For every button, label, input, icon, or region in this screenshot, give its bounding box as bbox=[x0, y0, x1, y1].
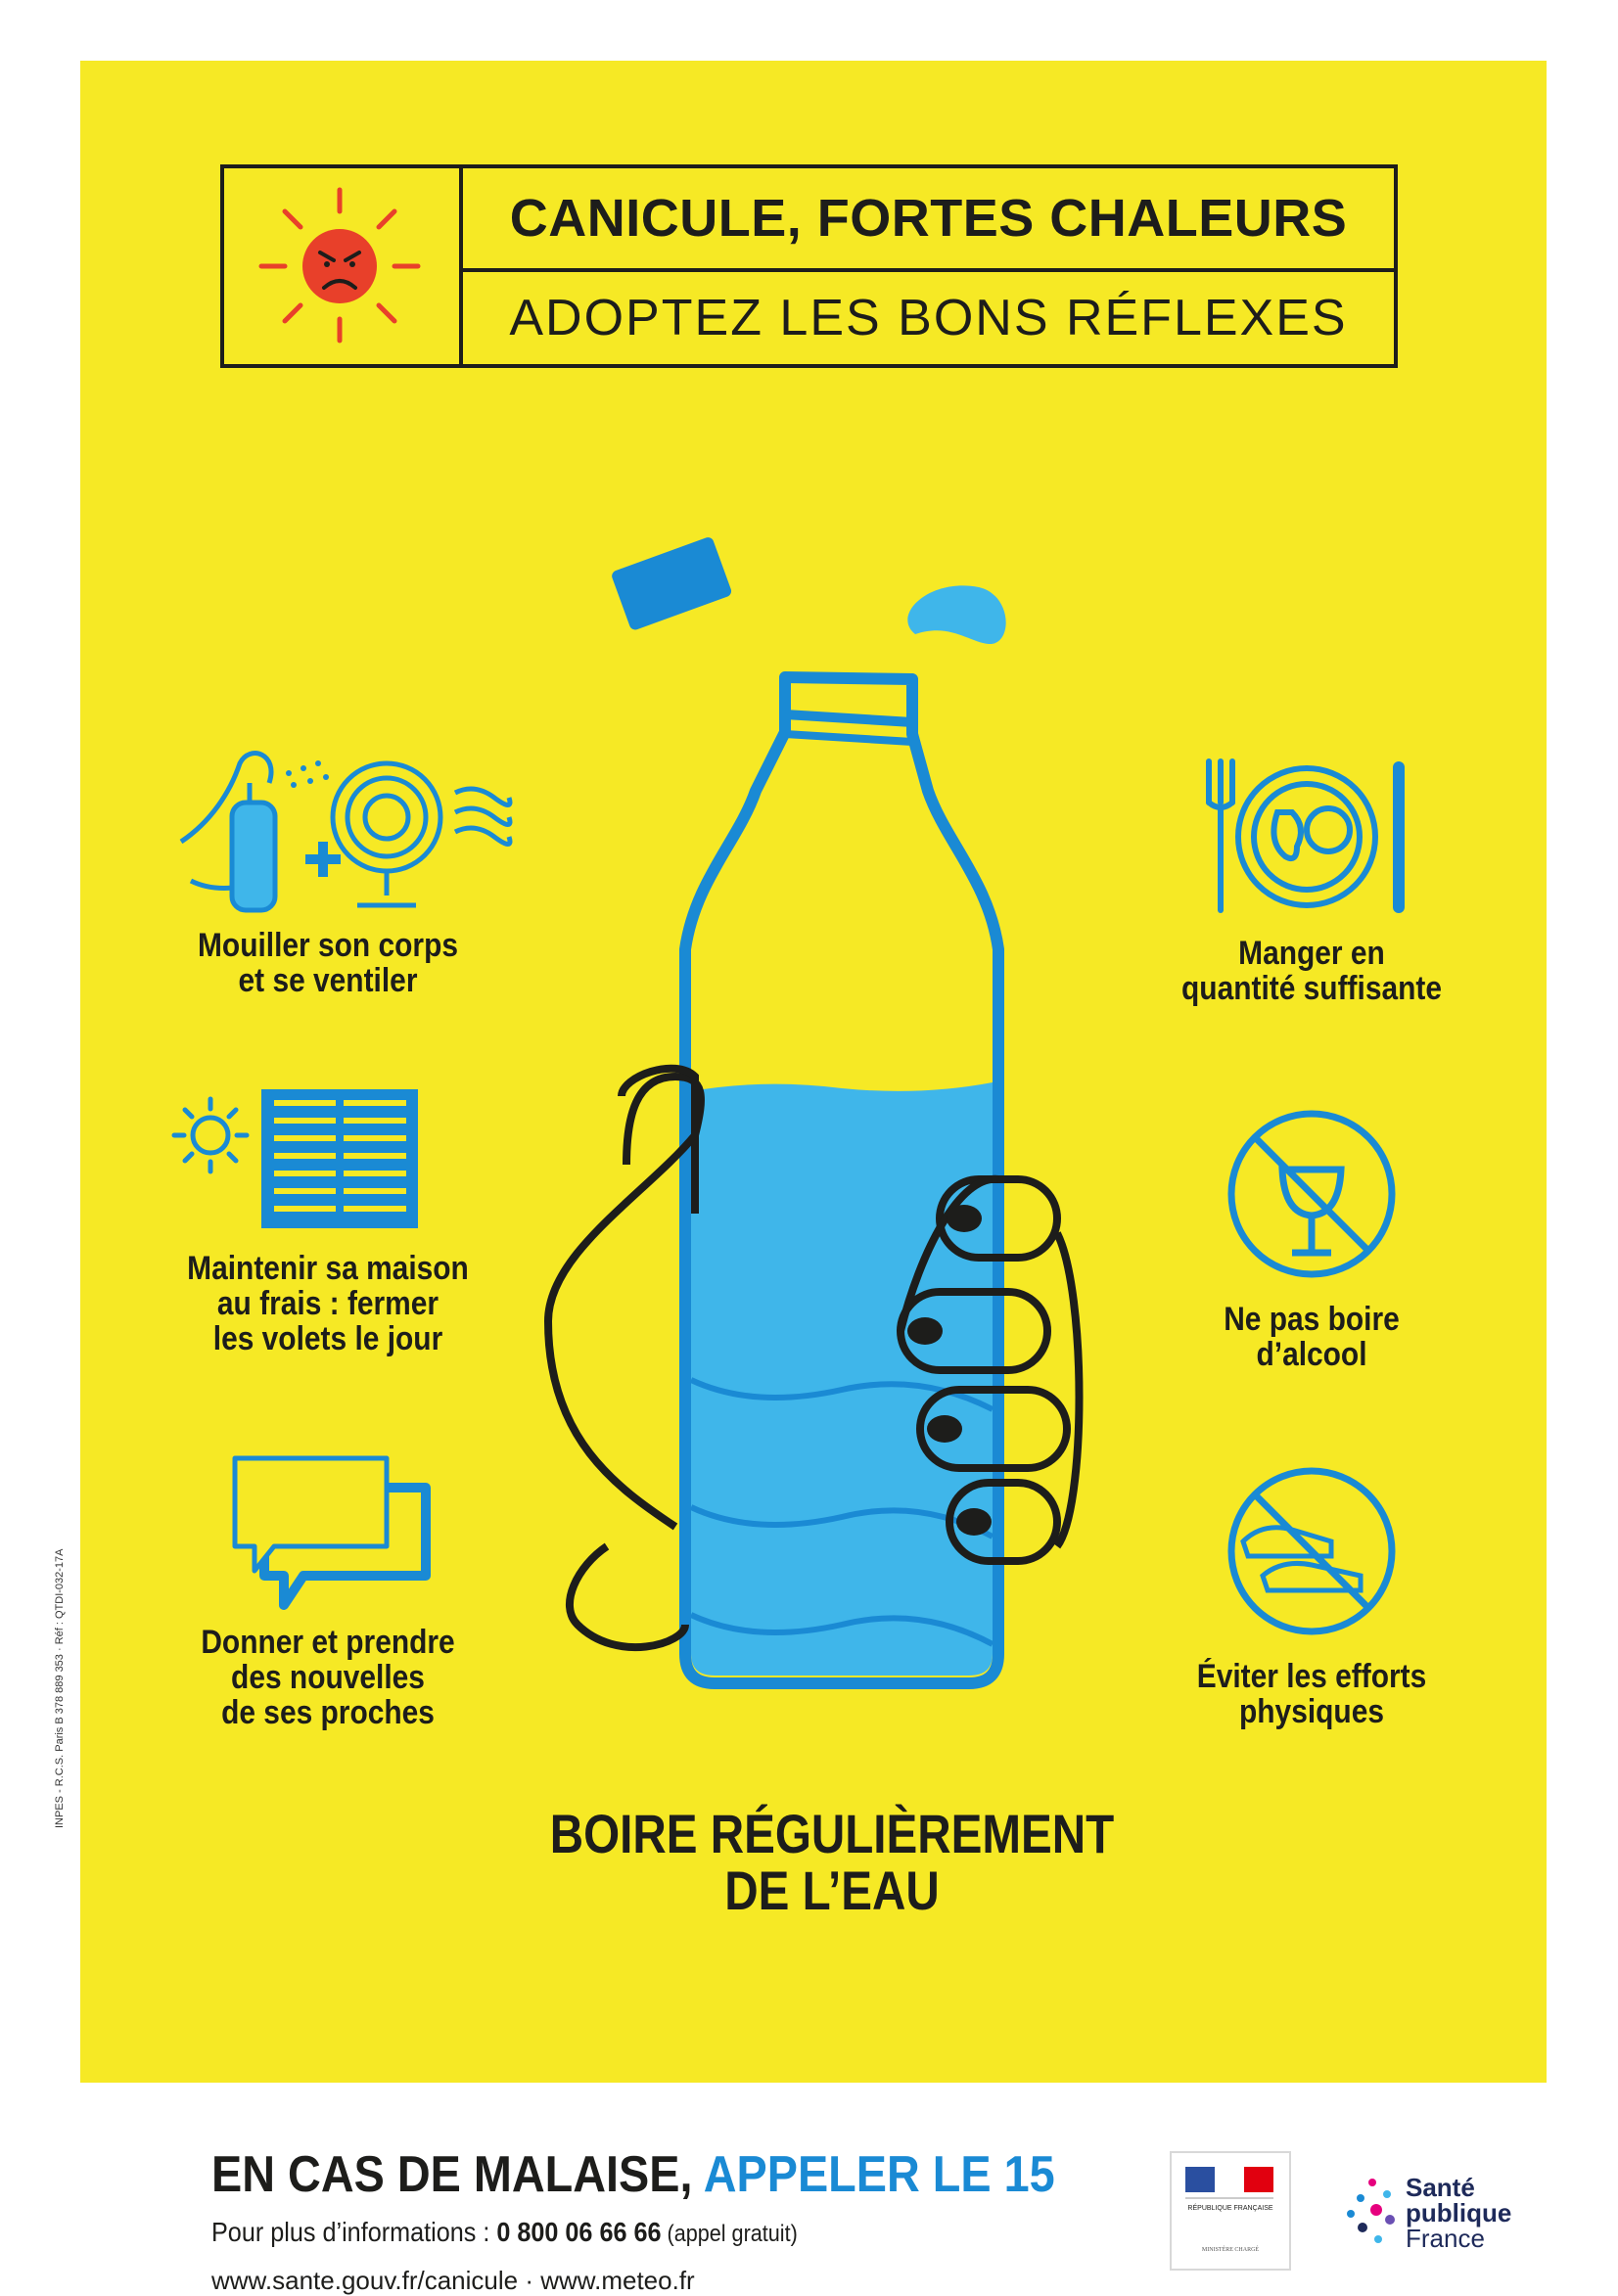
alert-call-15: APPELER LE 15 bbox=[703, 2146, 1055, 2203]
plate-and-cutlery-icon bbox=[1199, 754, 1414, 920]
title-box bbox=[220, 164, 1398, 368]
bottle-cap-icon bbox=[610, 535, 732, 631]
caption-no-alcohol bbox=[1157, 1302, 1467, 1372]
caption-line: Maintenir sa maison bbox=[187, 1250, 469, 1287]
caption-wet-body bbox=[168, 928, 487, 998]
info-label: Pour plus d’informations : bbox=[211, 2217, 497, 2247]
sp-line: France bbox=[1406, 2224, 1485, 2253]
poster-subtitle: ADOPTEZ LES BONS RÉFLEXES bbox=[509, 290, 1348, 346]
sante-publique-text bbox=[1406, 2175, 1511, 2251]
sun-and-shutters-icon bbox=[162, 1081, 426, 1238]
caption-no-effort bbox=[1148, 1659, 1475, 1729]
water-bottle-hand-illustration bbox=[529, 528, 1116, 1732]
caption-line: quantité suffisante bbox=[1181, 970, 1442, 1007]
republique-francaise-logo bbox=[1170, 2151, 1291, 2271]
speech-bubbles-icon bbox=[225, 1448, 440, 1615]
info-free-call: (appel gratuit) bbox=[661, 2221, 798, 2247]
info-phone-number: 0 800 06 66 66 bbox=[496, 2217, 662, 2247]
caption-line: Mouiller son corps bbox=[197, 927, 458, 964]
caption-line: au frais : fermer bbox=[216, 1285, 439, 1322]
cut-off-line: www.sante.gouv.fr/canicule · www.meteo.fr bbox=[211, 2266, 695, 2295]
sante-publique-france-logo bbox=[1333, 2163, 1529, 2261]
poster-title: CANICULE, FORTES CHALEURS bbox=[463, 168, 1394, 272]
caption-news bbox=[168, 1625, 487, 1730]
caption-eat bbox=[1148, 936, 1475, 1006]
caption-line: les volets le jour bbox=[212, 1320, 443, 1357]
caption-line: Manger en bbox=[1238, 935, 1385, 972]
no-running-shoes-icon bbox=[1224, 1463, 1400, 1639]
info-line bbox=[211, 2217, 798, 2248]
caption-line: et se ventiler bbox=[238, 962, 418, 999]
emergency-alert bbox=[211, 2145, 1055, 2204]
no-alcohol-icon bbox=[1224, 1106, 1400, 1282]
sp-line: Santé bbox=[1406, 2173, 1475, 2202]
angry-sun-icon bbox=[224, 168, 463, 364]
ministere-label: MINISTÈRE CHARGÉ bbox=[1201, 2247, 1260, 2253]
caption-line: Éviter les efforts bbox=[1196, 1658, 1427, 1695]
side-reference-text: INPES - R.C.S. Paris B 378 889 353 · Réf : QTDI-032-17A bbox=[54, 1548, 66, 1828]
caption-line: Ne pas boire bbox=[1224, 1301, 1400, 1338]
spray-and-fan-icon bbox=[171, 744, 519, 915]
caption-line: d’alcool bbox=[1256, 1336, 1367, 1373]
caption-line: de ses proches bbox=[221, 1694, 435, 1731]
main-caption-line: DE L’EAU bbox=[724, 1860, 940, 1921]
caption-line: des nouvelles bbox=[231, 1659, 425, 1696]
caption-line: Donner et prendre bbox=[201, 1624, 455, 1661]
sp-line: publique bbox=[1406, 2198, 1512, 2227]
main-caption-line: BOIRE RÉGULIÈREMENT bbox=[549, 1803, 1115, 1864]
republique-label: RÉPUBLIQUE FRANÇAISE bbox=[1187, 2205, 1273, 2212]
alert-text: EN CAS DE MALAISE, bbox=[211, 2146, 704, 2203]
main-caption-drink-water bbox=[516, 1803, 1148, 1921]
caption-home-cool bbox=[168, 1251, 487, 1356]
caption-line: physiques bbox=[1238, 1693, 1384, 1730]
